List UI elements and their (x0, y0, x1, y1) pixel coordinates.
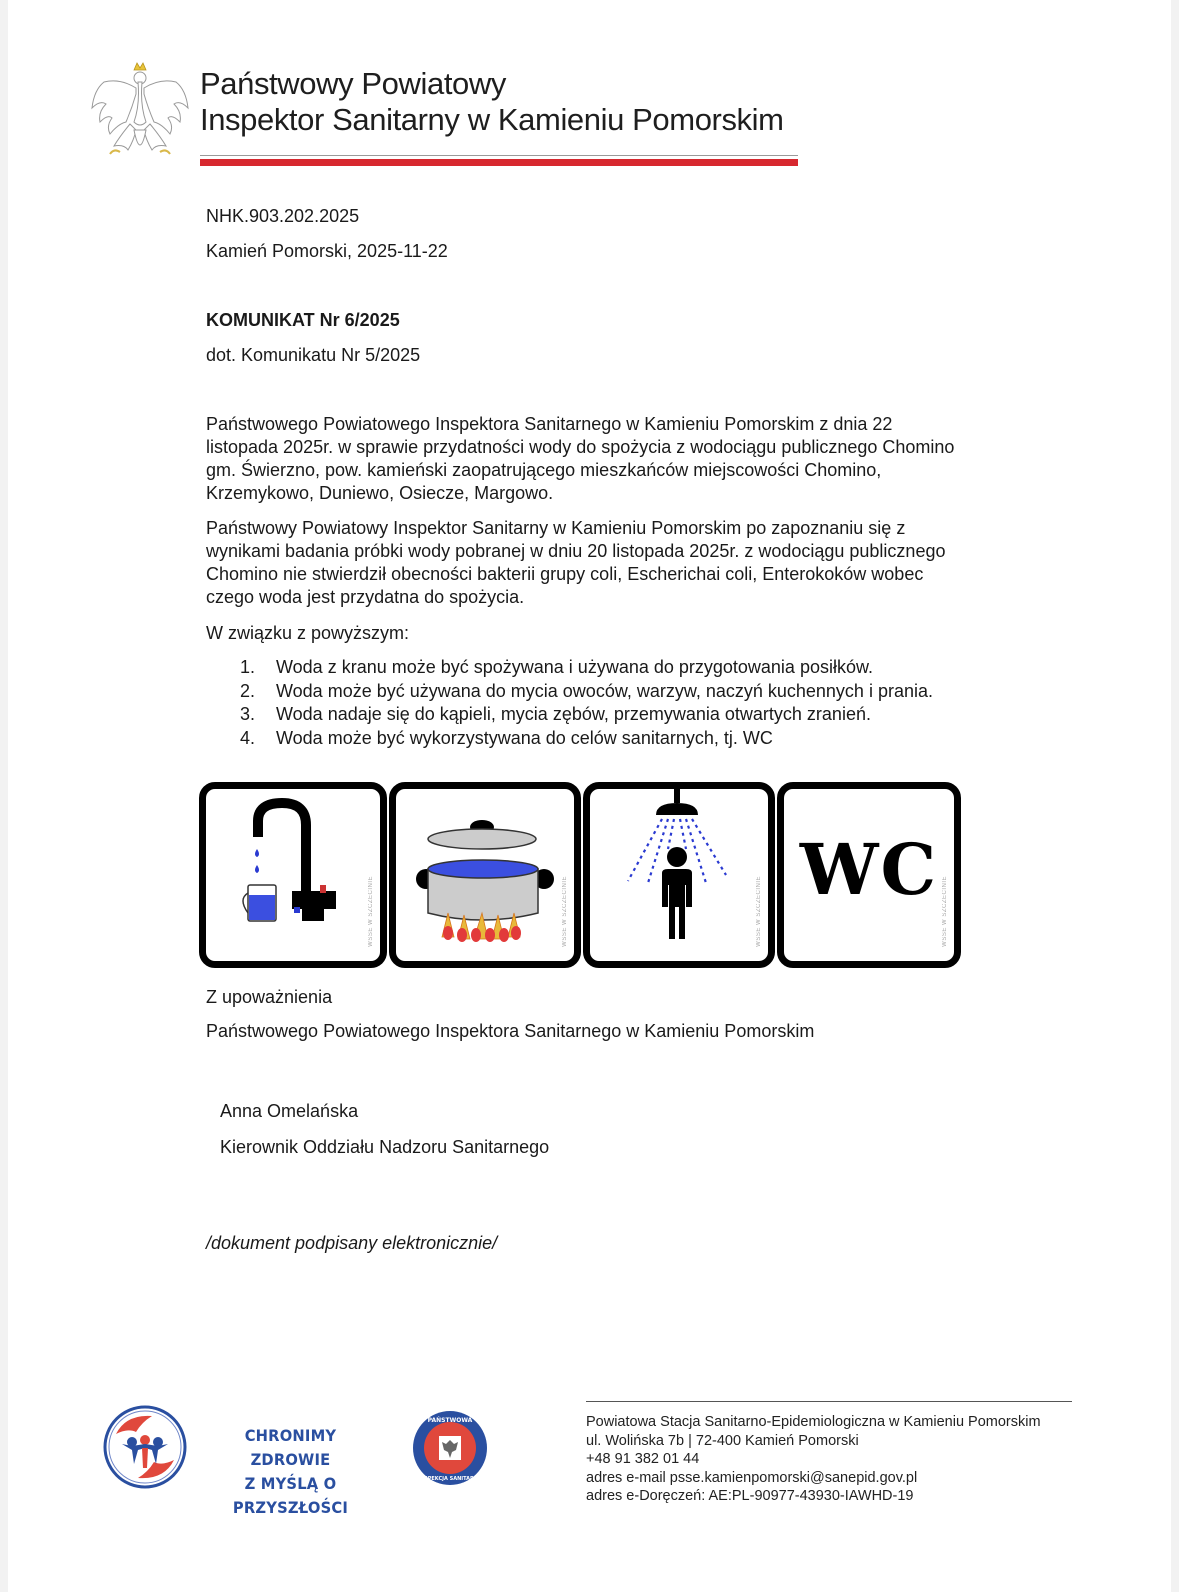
document-page (8, 0, 1171, 1592)
list-item (240, 727, 933, 751)
list-item (240, 656, 933, 680)
list-text: Woda nadaje się do kąpieli, mycia zębów, przemywania otwartych zranień. (276, 704, 871, 724)
svg-text:PAŃSTWOWA: PAŃSTWOWA (427, 1417, 473, 1424)
chronimy-zdrowie-logo-icon (102, 1404, 188, 1490)
watermark-text: WSSE W SZCZECINIE (942, 876, 948, 947)
footer-phone: +48 91 382 01 44 (586, 1451, 700, 1467)
footer-email: adres e-mail psse.kamienpomorski@sanepid.gov.pl (586, 1469, 918, 1486)
watermark-text: WSSE W SZCZECINIE (756, 876, 762, 947)
watermark-text: WSSE W SZCZECINIE (562, 876, 568, 947)
inspekcja-sanitarna-badge-icon (412, 1410, 488, 1486)
footer-institution: Powiatowa Stacja Sanitarno-Epidemiologiczna w Kamieniu Pomorskim (586, 1414, 1041, 1430)
pictogram-cooking (389, 782, 581, 968)
pictogram-shower (583, 782, 775, 968)
tap-water-glass-icon (206, 789, 380, 961)
wc-icon: WC (799, 828, 939, 911)
footer-divider (586, 1401, 1072, 1402)
slogan-line2: Z MYŚLĄ O PRZYSZŁOŚCI (232, 1474, 349, 1517)
list-text: Woda z kranu może być spożywana i używana do przygotowania posiłków. (276, 657, 873, 677)
svg-text:INSPEKCJA SANITARNA: INSPEKCJA SANITARNA (418, 1476, 482, 1482)
shower-icon (590, 789, 768, 961)
place-date: Kamień Pomorski, 2025-11-22 (206, 241, 448, 261)
cooking-pot-icon (396, 789, 574, 961)
document-heading: KOMUNIKAT Nr 6/2025 (206, 310, 400, 330)
watermark-text: WSSE W SZCZECINIE (368, 876, 374, 947)
header-divider-red (200, 159, 798, 166)
signature-note: /dokument podpisany elektronicznie/ (206, 1233, 498, 1253)
authorization-line2: Państwowego Powiatowego Inspektora Sanitarnego w Kamieniu Pomorskim (206, 1021, 815, 1041)
footer-slogan (204, 1424, 377, 1520)
list-item (240, 680, 933, 704)
list-text: Woda może być wykorzystywana do celów sanitarnych, tj. WC (276, 727, 773, 748)
issuer-title-line2: Inspektor Sanitarny w Kamieniu Pomorskim (200, 102, 784, 137)
issuer-title (200, 66, 784, 138)
list-number: 2. (240, 680, 256, 701)
signatory-title: Kierownik Oddziału Nadzoru Sanitarnego (220, 1137, 550, 1157)
list-item (240, 703, 933, 727)
footer-address: ul. Wolińska 7b | 72-400 Kamień Pomorski (586, 1432, 859, 1449)
pictogram-wc (777, 782, 961, 968)
issuer-title-line1: Państwowy Powiatowy (200, 66, 506, 101)
signatory-name: Anna Omelańska (220, 1101, 359, 1121)
pictogram-tap-water (199, 782, 387, 968)
reference-number: NHK.903.202.2025 (206, 206, 360, 226)
footer-edelivery: adres e-Doręczeń: AE:PL-90977-43930-IAWHD-19 (586, 1488, 914, 1504)
polish-eagle-emblem-icon (90, 60, 190, 168)
slogan-line1: CHRONIMY ZDROWIE (244, 1426, 337, 1469)
footer-contact-info (586, 1413, 1041, 1506)
header-divider-gray (200, 155, 798, 156)
authorization-line1: Z upoważnienia (206, 987, 333, 1007)
recommendations-list (240, 656, 933, 750)
list-number: 1. (240, 657, 256, 677)
list-text: Woda może być używana do mycia owoców, warzyw, naczyń kuchennych i prania. (276, 680, 933, 701)
document-subheading: dot. Komunikatu Nr 5/2025 (206, 345, 421, 365)
list-number: 4. (240, 727, 256, 748)
list-intro: W związku z powyższym: (206, 623, 410, 643)
list-number: 3. (240, 704, 256, 724)
paragraph-1: Państwowego Powiatowego Inspektora Sanitarnego w Kamieniu Pomorskim z dnia 22 listopada 2025r. w sprawie przydatności wody do spożycia z wodociągu publicznego Chomino gm. Świerzno, pow. kamieński zaopatrującego mieszkańców miejscowości Chomino, Krzemykowo, Duniewo, Osiecze, Margowo. (206, 414, 955, 503)
paragraph-2: Państwowy Powiatowy Inspektor Sanitarny w Kamieniu Pomorskim po zapoznaniu się z wynikami badania próbki wody pobranej w dniu 20 listopada 2025r. z wodociągu publicznego Chomino nie stwierdził obecności bakterii grupy coli, Escherichai coli, Enterokoków wobec czego woda jest przydatna do spożycia. (206, 518, 946, 607)
